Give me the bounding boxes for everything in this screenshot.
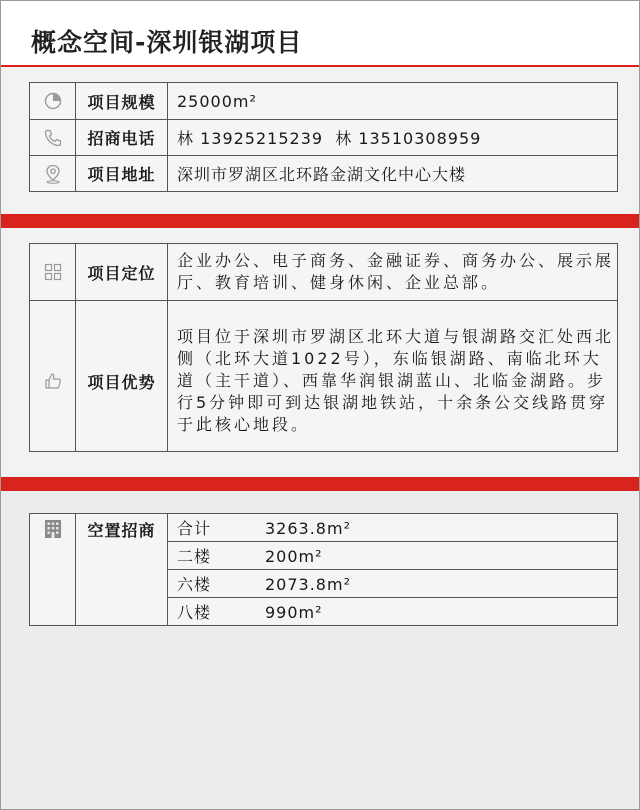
address-row [30, 156, 618, 192]
floor-name: 八楼 [177, 603, 212, 622]
advantage-label: 项目优势 [76, 301, 168, 452]
phone-icon [30, 128, 75, 148]
advantage-text: 项目位于深圳市罗湖区北环大道与银湖路交汇处西北侧（北环大道1022号），东临银湖路、南临北环大道（主干道）、西靠华润银湖蓝山、北临金湖路。步行5分钟即可到达银湖地铁站，十余条公交线路贯穿于此核心地段。 [177, 327, 615, 434]
floor-area: 200m² [265, 547, 323, 566]
advantage-value [168, 301, 618, 452]
thumbs-up-icon [30, 372, 75, 390]
basic-info-table [29, 82, 618, 192]
vacancy-total-cell [168, 514, 618, 542]
position-row [30, 244, 618, 301]
floor-area: 990m² [265, 603, 323, 622]
vacancy-label: 空置招商 [76, 514, 168, 626]
vacancy-icon-cell [30, 514, 76, 626]
floor-area: 2073.8m² [265, 575, 351, 594]
floor-area: 3263.8m² [265, 519, 351, 538]
floor-name: 合计 [177, 519, 212, 538]
scale-row [30, 83, 618, 120]
header [1, 1, 639, 67]
phone-label: 招商电话 [76, 120, 168, 156]
page-title: 概念空间-深圳银湖项目 [31, 28, 303, 57]
advantage-row [30, 301, 618, 452]
address-label: 项目地址 [76, 156, 168, 192]
pie-chart-icon [30, 92, 75, 110]
scale-value: 25000m² [168, 83, 618, 120]
floor-name: 二楼 [177, 547, 212, 566]
floor-name: 六楼 [177, 575, 212, 594]
details-table [29, 243, 618, 452]
vacancy-table [29, 513, 618, 626]
advantage-icon-cell [30, 301, 76, 452]
vacancy-2f-cell [168, 542, 618, 570]
vacancy-row-total [30, 514, 618, 542]
phone-value: 林 13925215239 林 13510308959 [168, 120, 618, 156]
position-icon-cell [30, 244, 76, 301]
vacancy-6f-cell [168, 570, 618, 598]
address-value: 深圳市罗湖区北环路金湖文化中心大楼 [168, 156, 618, 192]
location-pin-icon [30, 164, 75, 184]
scale-label: 项目规模 [76, 83, 168, 120]
section-divider-2 [1, 477, 639, 491]
grid-icon [30, 263, 75, 281]
phone-row [30, 120, 618, 156]
position-value [168, 244, 618, 301]
scale-icon-cell [30, 83, 76, 120]
phone-icon-cell [30, 120, 76, 156]
vacancy-8f-cell [168, 598, 618, 626]
position-text: 企业办公、电子商务、金融证券、商务办公、展示展厅、教育培训、健身休闲、企业总部。 [177, 251, 615, 292]
address-icon-cell [30, 156, 76, 192]
section-divider-1 [1, 214, 639, 228]
position-label: 项目定位 [76, 244, 168, 301]
building-icon [30, 519, 75, 539]
